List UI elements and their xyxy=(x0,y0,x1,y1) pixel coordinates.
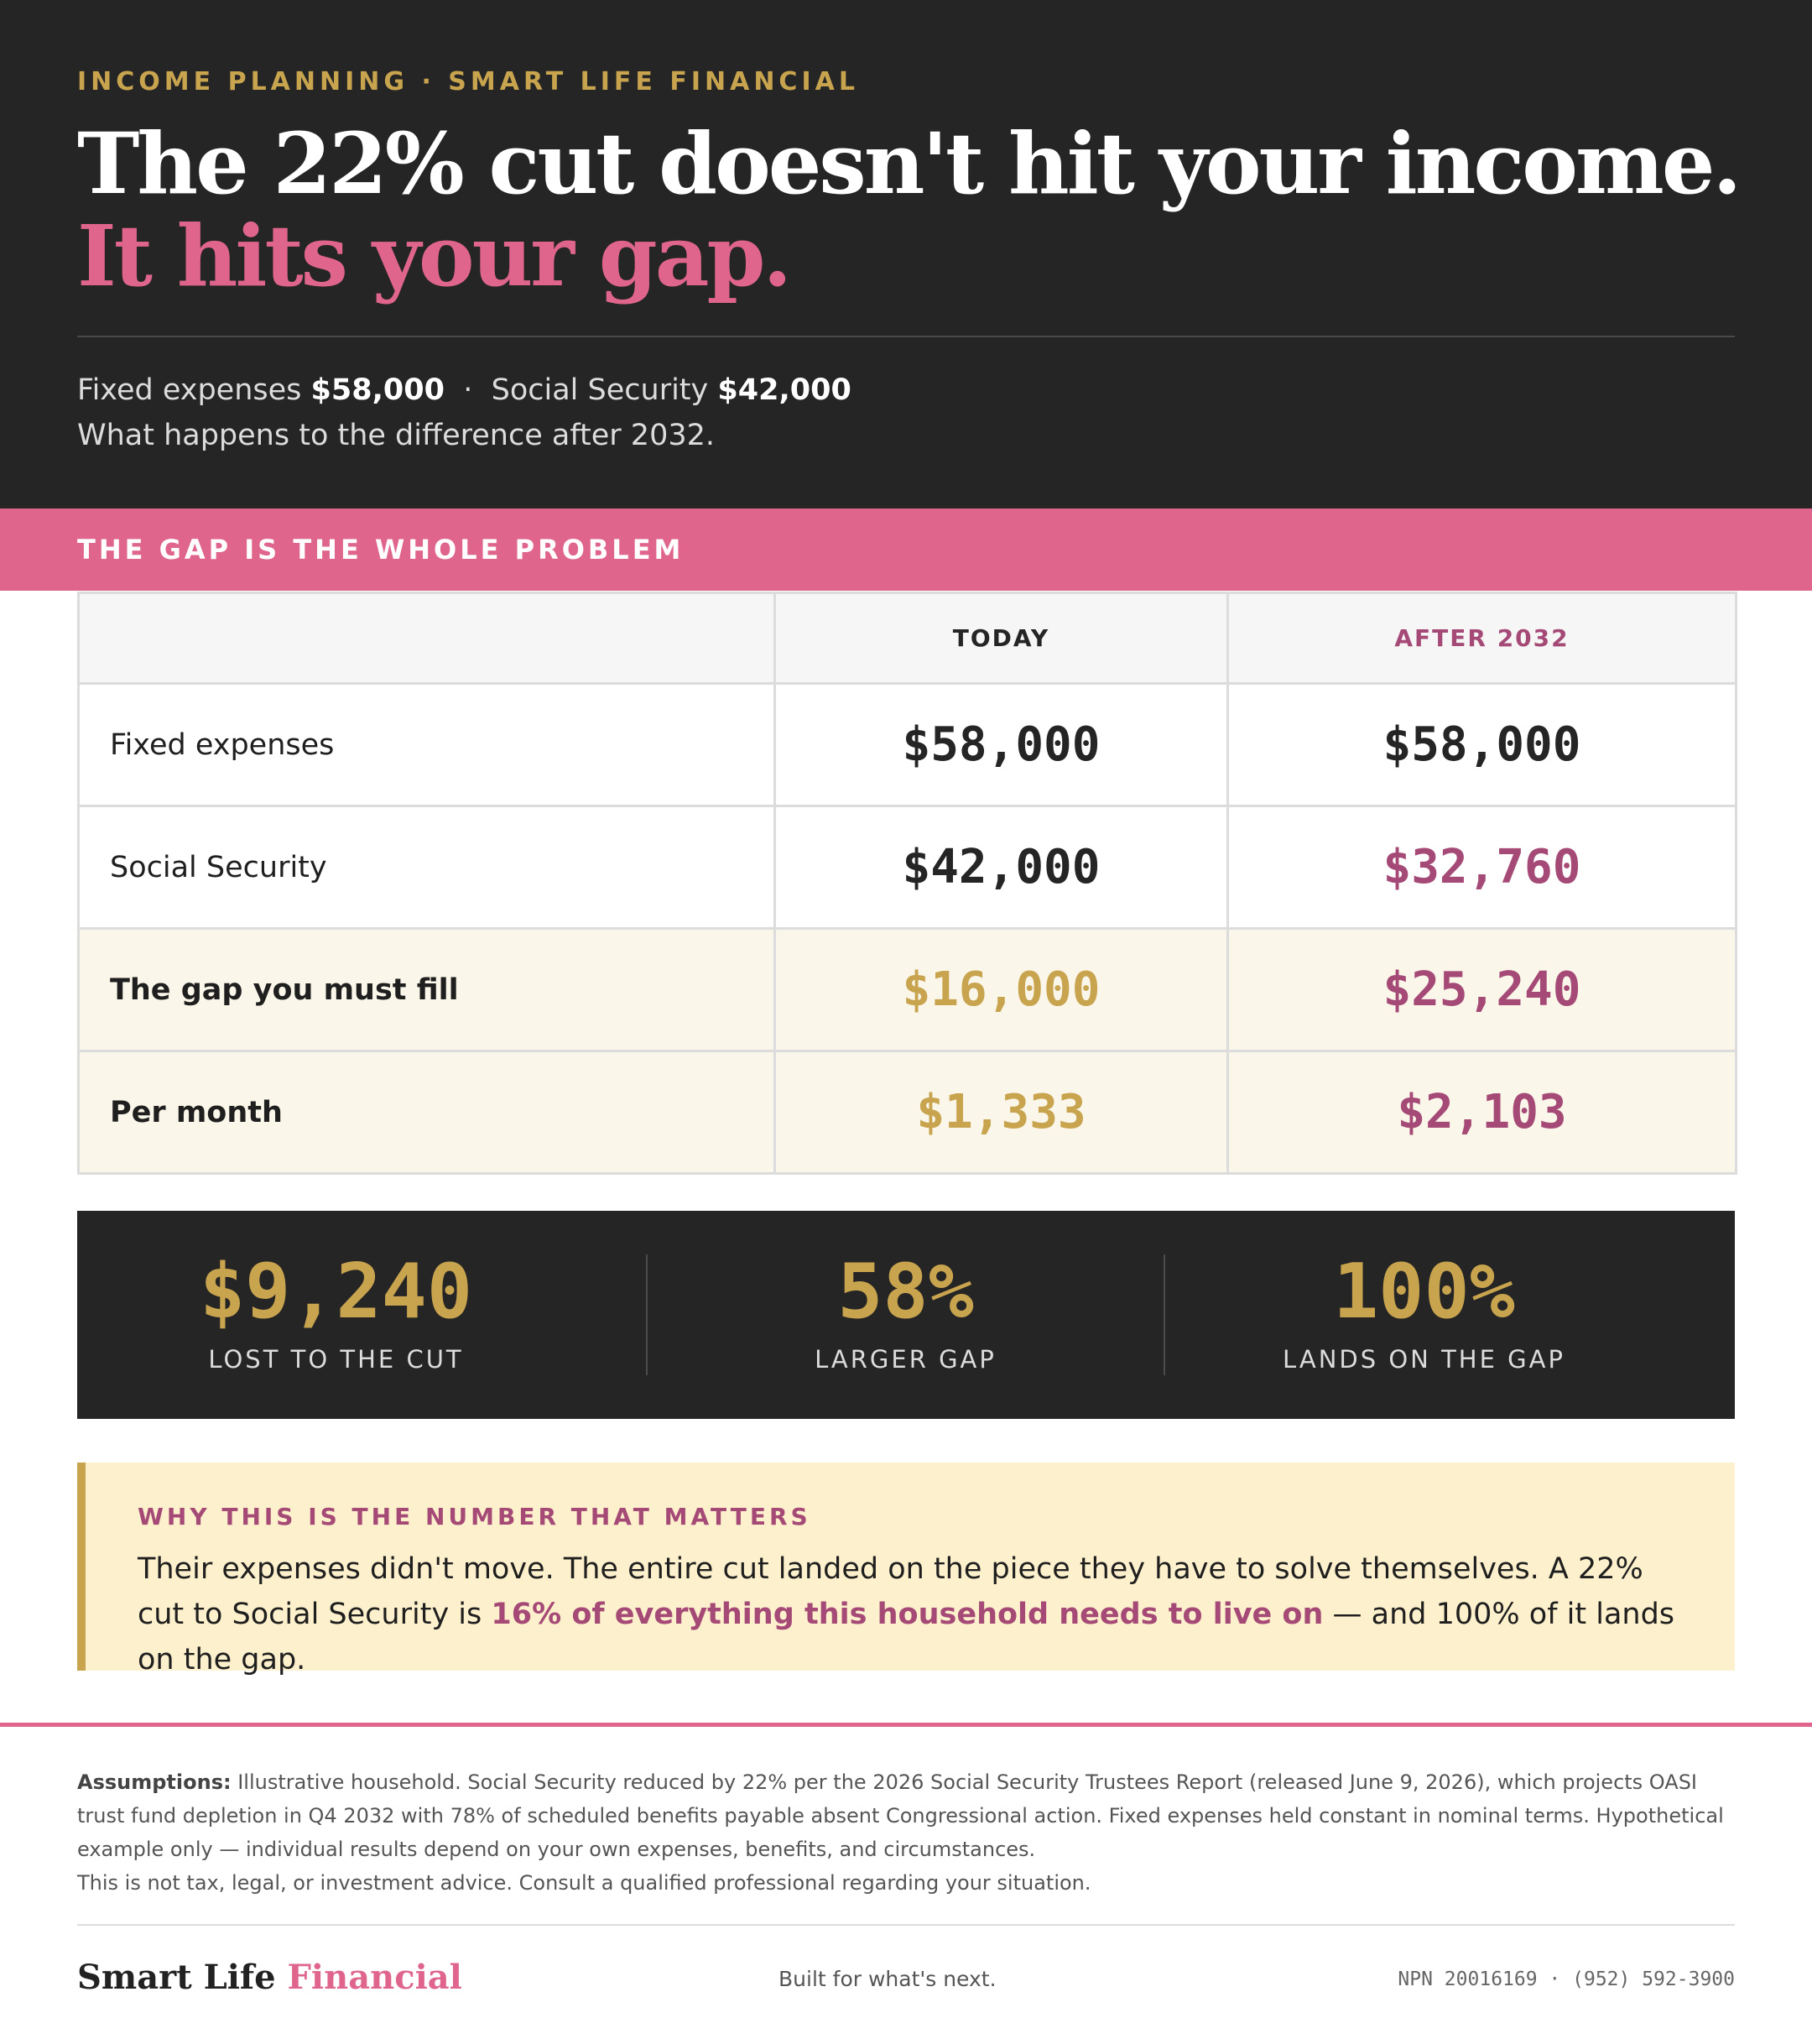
table-row-fixed-expenses xyxy=(79,684,1736,806)
headline-line-2: It hits your gap. xyxy=(77,206,790,305)
callout-highlight: 16% of everything this household needs to live on xyxy=(491,1598,1324,1631)
cell-after: $58,000 xyxy=(1228,684,1736,806)
assumptions-text xyxy=(77,1765,1735,1866)
stat-label: LANDS ON THE GAP xyxy=(1283,1345,1565,1374)
callout-kicker: WHY THIS IS THE NUMBER THAT MATTERS xyxy=(138,1503,811,1530)
hero-subtitle-line-2: What happens to the difference after 2032. xyxy=(77,419,716,452)
column-header-blank xyxy=(79,593,775,684)
sub-separator: · xyxy=(463,373,473,407)
brand-name-accent: Financial xyxy=(287,1958,462,1997)
stat-lost-to-cut xyxy=(77,1211,595,1419)
tagline: Built for what's next. xyxy=(778,1967,997,1991)
cell-today: $58,000 xyxy=(775,684,1228,806)
row-label: The gap you must fill xyxy=(79,929,775,1051)
stat-lands-on-gap xyxy=(1165,1211,1683,1419)
table-row-social-security xyxy=(79,806,1736,929)
footer-divider xyxy=(77,1924,1735,1926)
column-header-after-2032: AFTER 2032 xyxy=(1228,593,1736,684)
callout-body-start: Their expenses didn't move. The entire cut landed on the piece they have to solve themselves. A 22% cut to Social Security is xyxy=(138,1552,1643,1631)
table-header-row xyxy=(79,593,1736,684)
callout-body-end: — and 100% of it lands on the gap. xyxy=(138,1598,1675,1676)
hero-subtitle-line-1 xyxy=(77,368,851,413)
headline-line-1: The 22% cut doesn't hit your income. xyxy=(77,114,1740,213)
eyebrow: INCOME PLANNING · SMART LIFE FINANCIAL xyxy=(77,67,859,96)
headline xyxy=(77,114,1740,305)
cell-today: $1,333 xyxy=(775,1051,1228,1174)
stat-value: $9,240 xyxy=(199,1248,473,1336)
cell-after: $2,103 xyxy=(1228,1051,1736,1174)
sub-ss-label: Social Security xyxy=(491,373,709,407)
gap-table xyxy=(77,592,1737,1175)
stat-label: LOST TO THE CUT xyxy=(208,1345,464,1374)
cell-today: $16,000 xyxy=(775,929,1228,1051)
stats-panel xyxy=(77,1211,1735,1419)
cell-after: $32,760 xyxy=(1228,806,1736,929)
stat-value: 58% xyxy=(837,1248,974,1336)
hero-subtitle xyxy=(77,368,851,458)
sub-expenses-value: $58,000 xyxy=(310,373,445,407)
table-row-per-month xyxy=(79,1051,1736,1174)
section-band xyxy=(0,508,1812,591)
brand-name: Smart Life xyxy=(77,1958,276,1997)
column-header-today: TODAY xyxy=(775,593,1228,684)
footer-accent-rule xyxy=(0,1723,1812,1727)
disclaimer: This is not tax, legal, or investment advice. Consult a qualified professional regarding your situation. xyxy=(77,1871,1091,1895)
stat-larger-gap xyxy=(647,1211,1164,1419)
brand-logo xyxy=(77,1958,462,1997)
row-label: Social Security xyxy=(79,806,775,929)
row-label: Per month xyxy=(79,1051,775,1174)
cell-today: $42,000 xyxy=(775,806,1228,929)
callout-box xyxy=(77,1463,1735,1676)
callout-body xyxy=(138,1546,1698,1682)
section-band-label: THE GAP IS THE WHOLE PROBLEM xyxy=(77,534,685,566)
table-row-gap xyxy=(79,929,1736,1051)
contact-info: NPN 20016169 · (952) 592-3900 xyxy=(1398,1968,1735,1990)
hero-header xyxy=(0,0,1812,508)
sub-ss-value: $42,000 xyxy=(717,373,851,407)
assumptions-label: Assumptions: xyxy=(77,1770,232,1794)
sub-expenses-label: Fixed expenses xyxy=(77,373,302,407)
cell-after: $25,240 xyxy=(1228,929,1736,1051)
stat-value: 100% xyxy=(1333,1248,1515,1336)
row-label: Fixed expenses xyxy=(79,684,775,806)
hero-divider xyxy=(77,336,1735,337)
stat-label: LARGER GAP xyxy=(815,1345,997,1374)
assumptions-body: Illustrative household. Social Security reduced by 22% per the 2026 Social Security Trustees Report (released June 9, 2026), which projects OASI trust fund depletion in Q4 2032 with 78% of scheduled benefits payable absent Congressional action. Fixed expenses held constant in nominal terms. Hypothetical example only — individual results depend on your own expenses, benefits, and circumstances. xyxy=(77,1770,1724,1861)
assumptions-block xyxy=(77,1765,1735,1900)
